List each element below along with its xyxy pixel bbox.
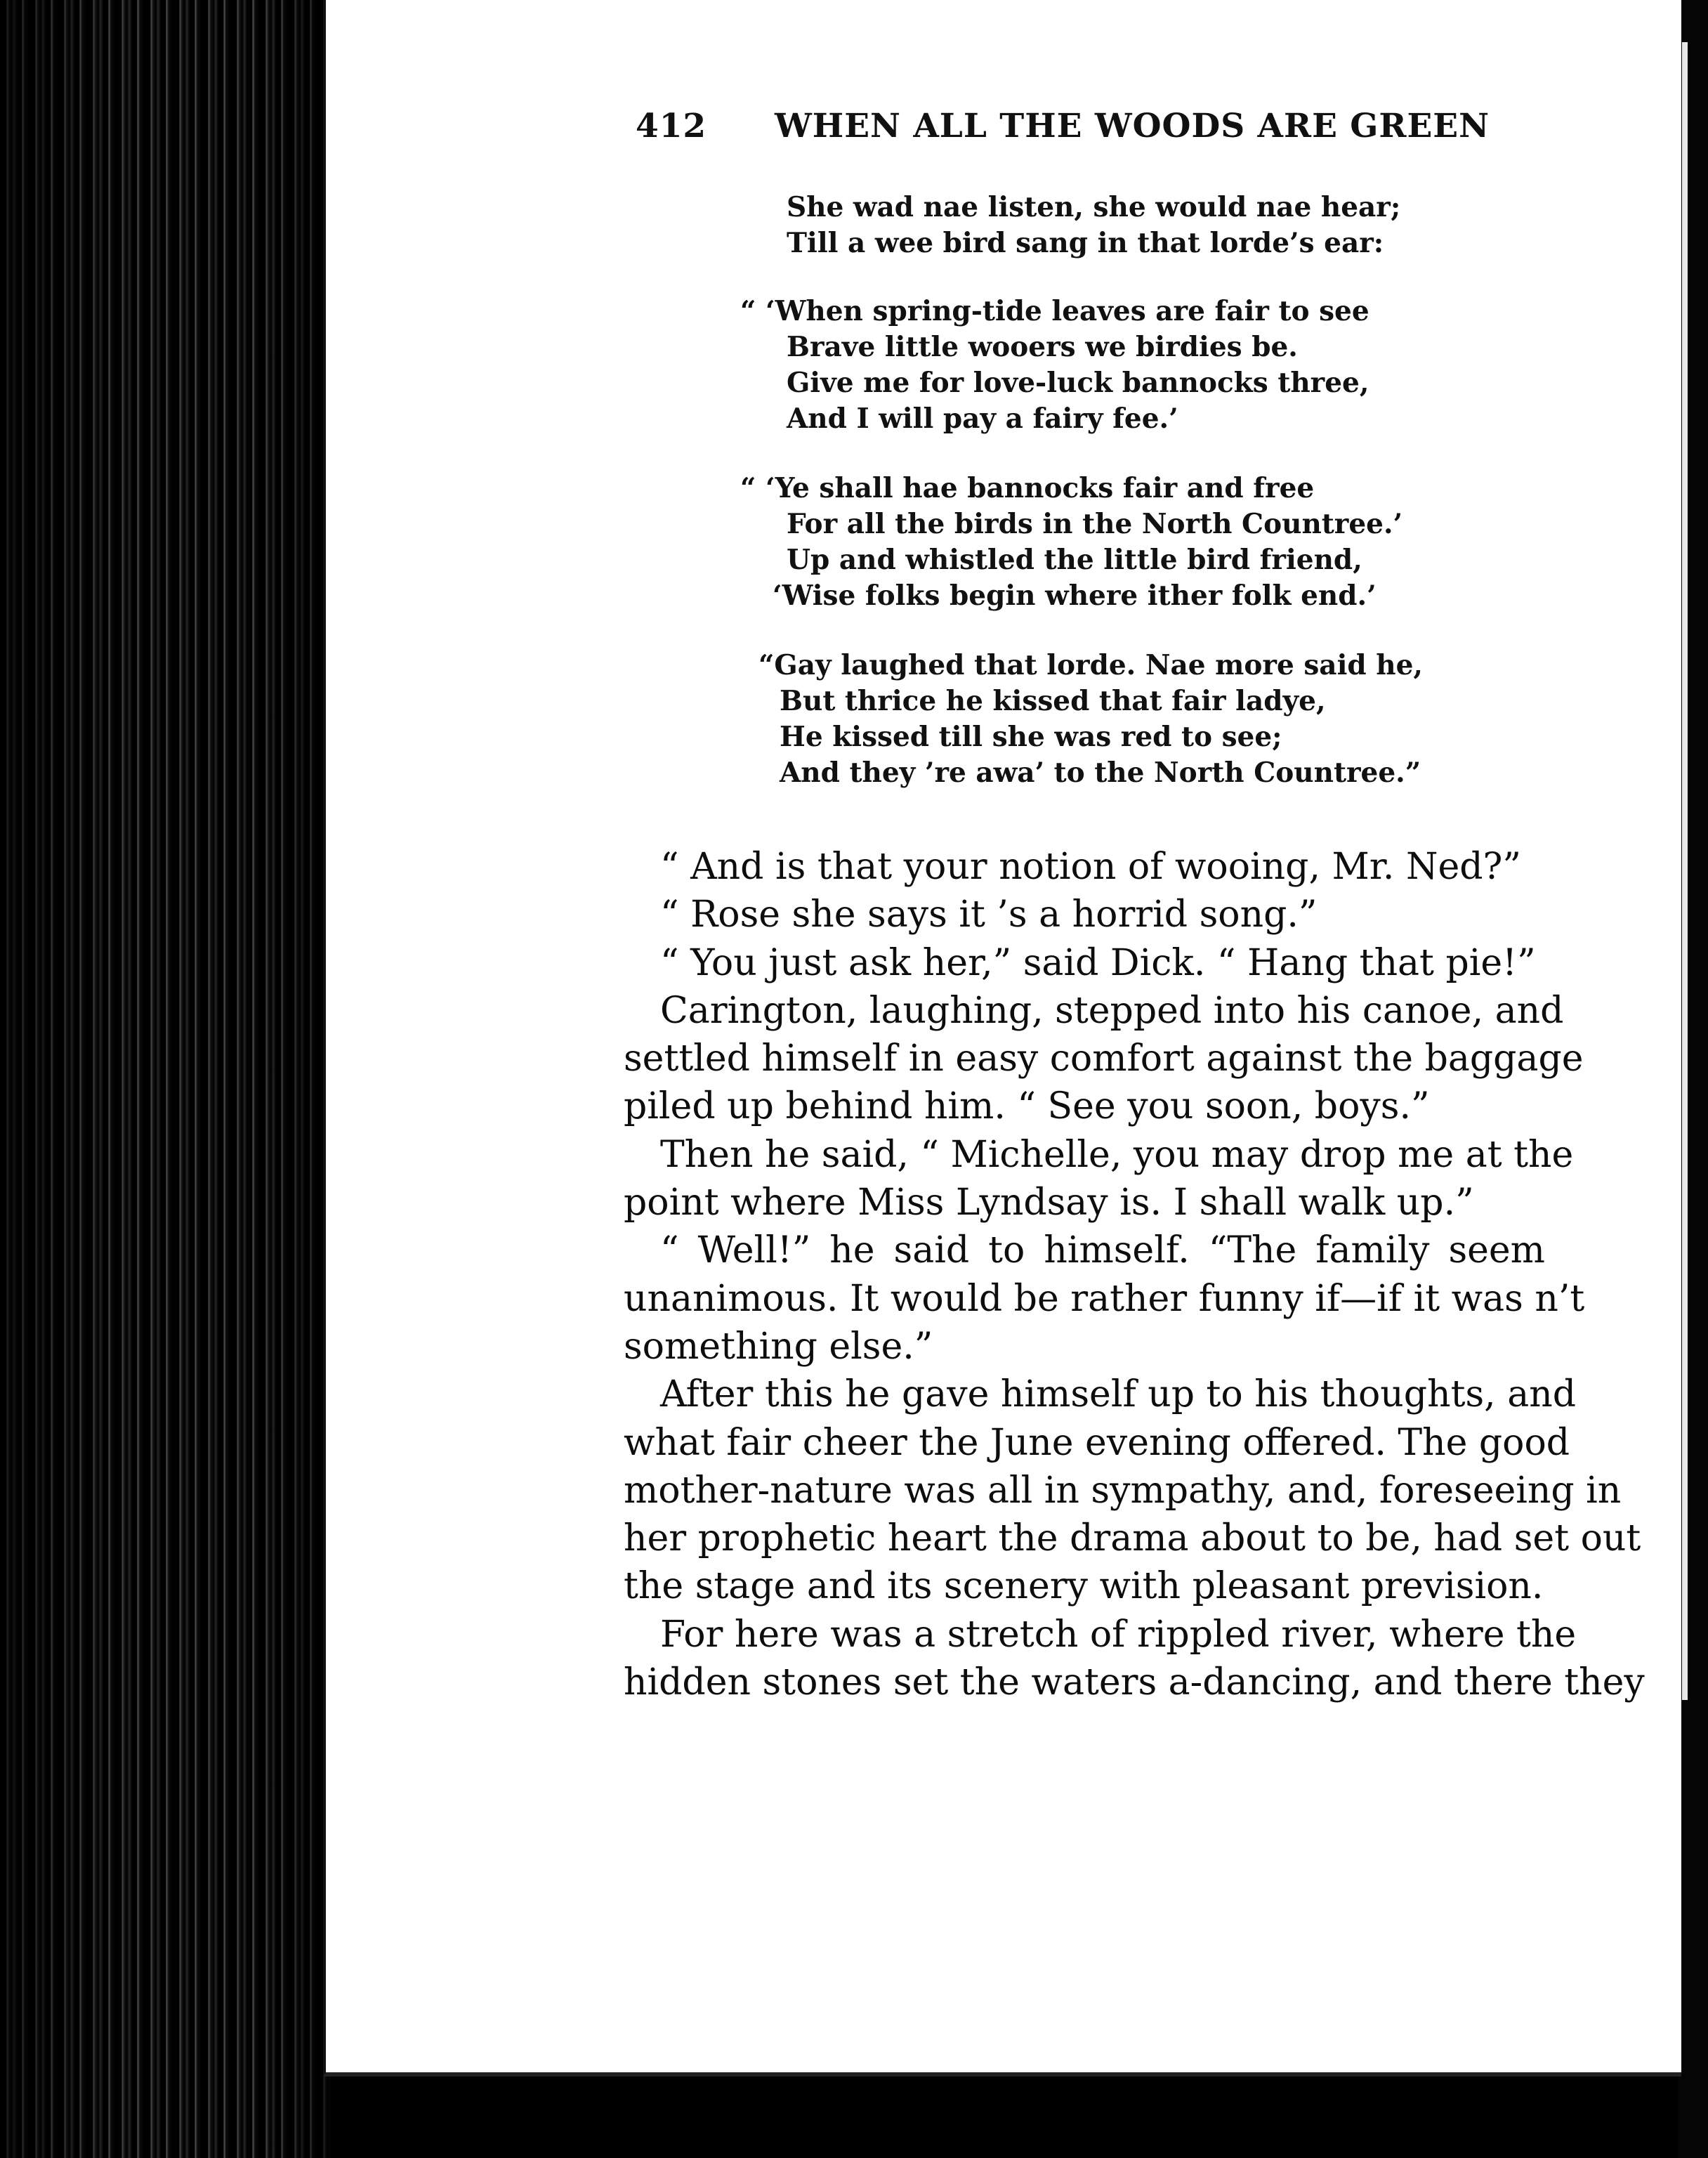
text-line: “ And is that your notion of wooing, Mr. Ned?” xyxy=(660,846,1521,888)
verse-line: “ ‘When spring-tide leaves are fair to see xyxy=(740,295,1369,327)
verse-line: But thrice he kissed that fair ladye, xyxy=(780,685,1326,717)
text-line: “ Rose she says it ’s a horrid song.” xyxy=(660,894,1318,936)
text-line: settled himself in easy comfort against the baggage xyxy=(624,1038,1584,1080)
text-line: Then he said, “ Michelle, you may drop me at the xyxy=(660,1133,1574,1176)
verse-line: “ ‘Ye shall hae bannocks fair and free xyxy=(740,472,1315,504)
text-line: mother-nature was all in sympathy, and, foreseeing in xyxy=(624,1469,1622,1512)
paragraph xyxy=(624,1131,1574,1227)
verse-stanza xyxy=(737,190,1412,261)
text-line: For here was a stretch of rippled river, where the xyxy=(660,1613,1577,1656)
text-line: piled up behind him. “ See you soon, boys.” xyxy=(624,1085,1430,1128)
text-line: something else.” xyxy=(624,1325,933,1368)
paragraph xyxy=(624,939,1545,987)
verse-line: Give me for love-luck bannocks three, xyxy=(787,367,1369,399)
prose-body xyxy=(624,843,1645,1706)
text-line: her prophetic heart the drama about to be, had set out xyxy=(624,1517,1641,1560)
verse-line: And I will pay a fairy fee.’ xyxy=(787,403,1178,435)
text-line: Carington, laughing, stepped into his canoe, and xyxy=(660,989,1564,1032)
running-title: WHEN ALL THE WOODS ARE GREEN xyxy=(775,107,1490,145)
scan-bottom-margin xyxy=(330,2072,1686,2158)
text-line: After this he gave himself up to his thoughts, and xyxy=(660,1373,1576,1416)
verse-line: For all the birds in the North Countree.’ xyxy=(787,508,1403,540)
text-line: point where Miss Lyndsay is. I shall walk up.” xyxy=(624,1182,1474,1224)
text-line: unanimous. It would be rather funny if—if it was n’t xyxy=(624,1277,1585,1320)
verse-line: Brave little wooers we birdies be. xyxy=(787,331,1298,363)
page-number: 412 xyxy=(636,107,707,145)
paragraph xyxy=(624,843,1545,891)
verse-line: Till a wee bird sang in that lorde’s ear: xyxy=(787,227,1384,259)
text-line: “ Well!” he said to himself. “The family seem xyxy=(660,1229,1545,1272)
verse-line: And they ’re awa’ to the North Countree.” xyxy=(780,757,1421,789)
paragraph xyxy=(624,1227,1585,1371)
spine-shadow xyxy=(0,0,330,2158)
text-line: the stage and its scenery with pleasant prevision. xyxy=(624,1565,1544,1608)
verse-stanza xyxy=(737,471,1412,614)
paragraph xyxy=(624,891,1545,939)
next-page-edge xyxy=(1682,42,1688,1700)
text-line: hidden stones set the waters a-dancing, and there they xyxy=(624,1661,1645,1704)
paragraph xyxy=(624,987,1584,1131)
paragraph xyxy=(624,1371,1641,1610)
verse-line: Up and whistled the little bird friend, xyxy=(787,544,1362,576)
verse-line: ‘Wise folks begin where ither folk end.’ xyxy=(773,580,1377,612)
verse-stanza xyxy=(737,648,1423,791)
text-line: “ You just ask her,” said Dick. “ Hang that pie!” xyxy=(660,941,1536,984)
verse-line: “Gay laughed that lorde. Nae more said he, xyxy=(758,649,1423,681)
paragraph xyxy=(624,1611,1645,1707)
text-line: what fair cheer the June evening offered. The good xyxy=(624,1421,1570,1464)
verse-line: He kissed till she was red to see; xyxy=(780,721,1282,753)
verse-stanza xyxy=(737,294,1412,437)
verse-line: She wad nae listen, she would nae hear; xyxy=(787,191,1401,223)
